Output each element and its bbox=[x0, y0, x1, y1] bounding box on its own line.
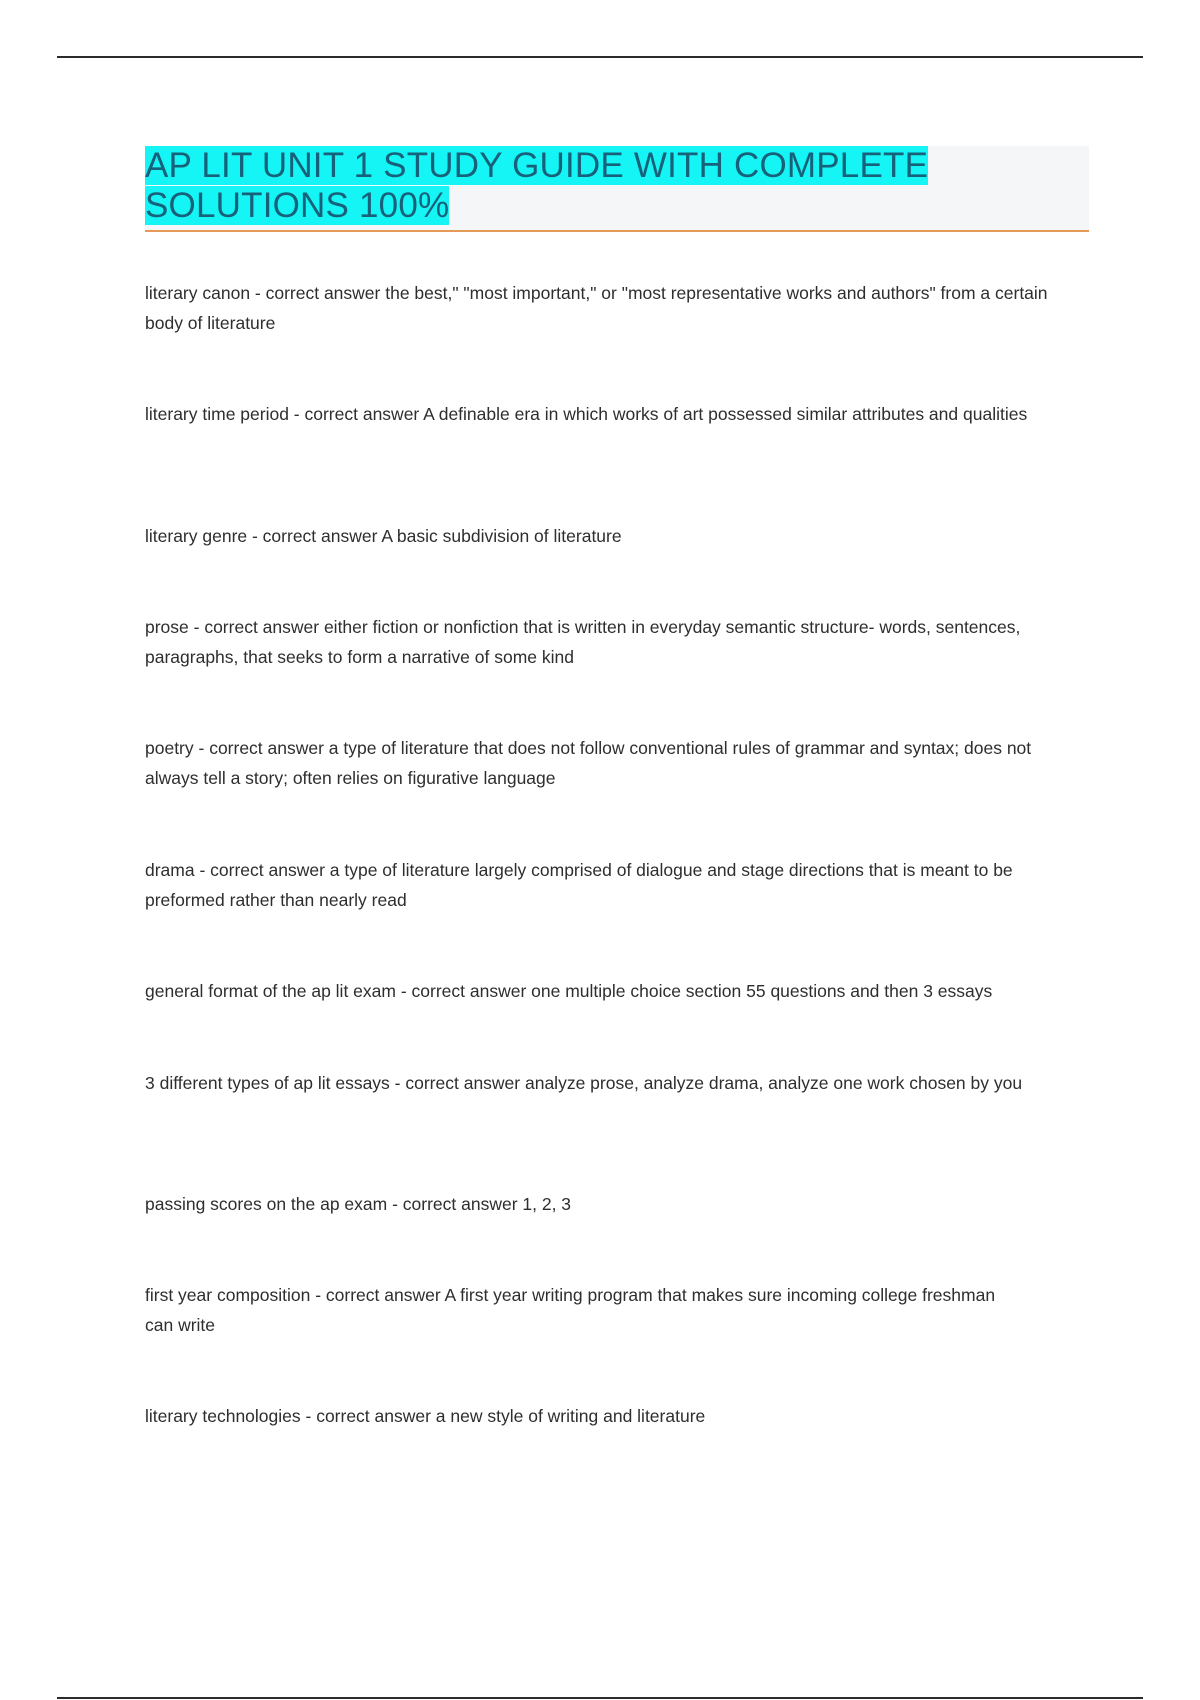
title-block bbox=[145, 146, 1089, 232]
entry-drama: drama - correct answer a type of literature largely comprised of dialogue and stage directions that is meant to be preformed rather than nearly read bbox=[145, 860, 1013, 910]
top-rule bbox=[57, 56, 1143, 58]
document-title: AP LIT UNIT 1 STUDY GUIDE WITH COMPLETE SOLUTIONS 100% bbox=[145, 146, 929, 225]
entry-poetry: poetry - correct answer a type of literature that does not follow conventional rules of grammar and syntax; does not always tell a story; often relies on figurative language bbox=[145, 738, 1032, 788]
entry-literary-technologies: literary technologies - correct answer a new style of writing and literature bbox=[145, 1406, 706, 1426]
entry-literary-time-period: literary time period - correct answer A definable era in which works of art possessed similar attributes and qualities bbox=[145, 404, 1028, 424]
entry-essay-types: 3 different types of ap lit essays - correct answer analyze prose, analyze drama, analyze one work chosen by you bbox=[145, 1073, 1023, 1093]
bottom-rule bbox=[57, 1697, 1143, 1699]
entry-literary-genre: literary genre - correct answer A basic subdivision of literature bbox=[145, 526, 622, 546]
entry-literary-canon: literary canon - correct answer the best," "most important," or "most representative works and authors" from a certain body of literature bbox=[145, 283, 1048, 333]
entry-passing-scores: passing scores on the ap exam - correct answer 1, 2, 3 bbox=[145, 1194, 572, 1214]
entry-first-year-composition: first year composition - correct answer A first year writing program that makes sure incoming college freshman can write bbox=[145, 1285, 996, 1335]
entry-prose: prose - correct answer either fiction or nonfiction that is written in everyday semantic structure- words, sentences, paragraphs, that seeks to form a narrative of some kind bbox=[145, 617, 1021, 667]
entry-general-format: general format of the ap lit exam - correct answer one multiple choice section 55 questions and then 3 essays bbox=[145, 981, 993, 1001]
